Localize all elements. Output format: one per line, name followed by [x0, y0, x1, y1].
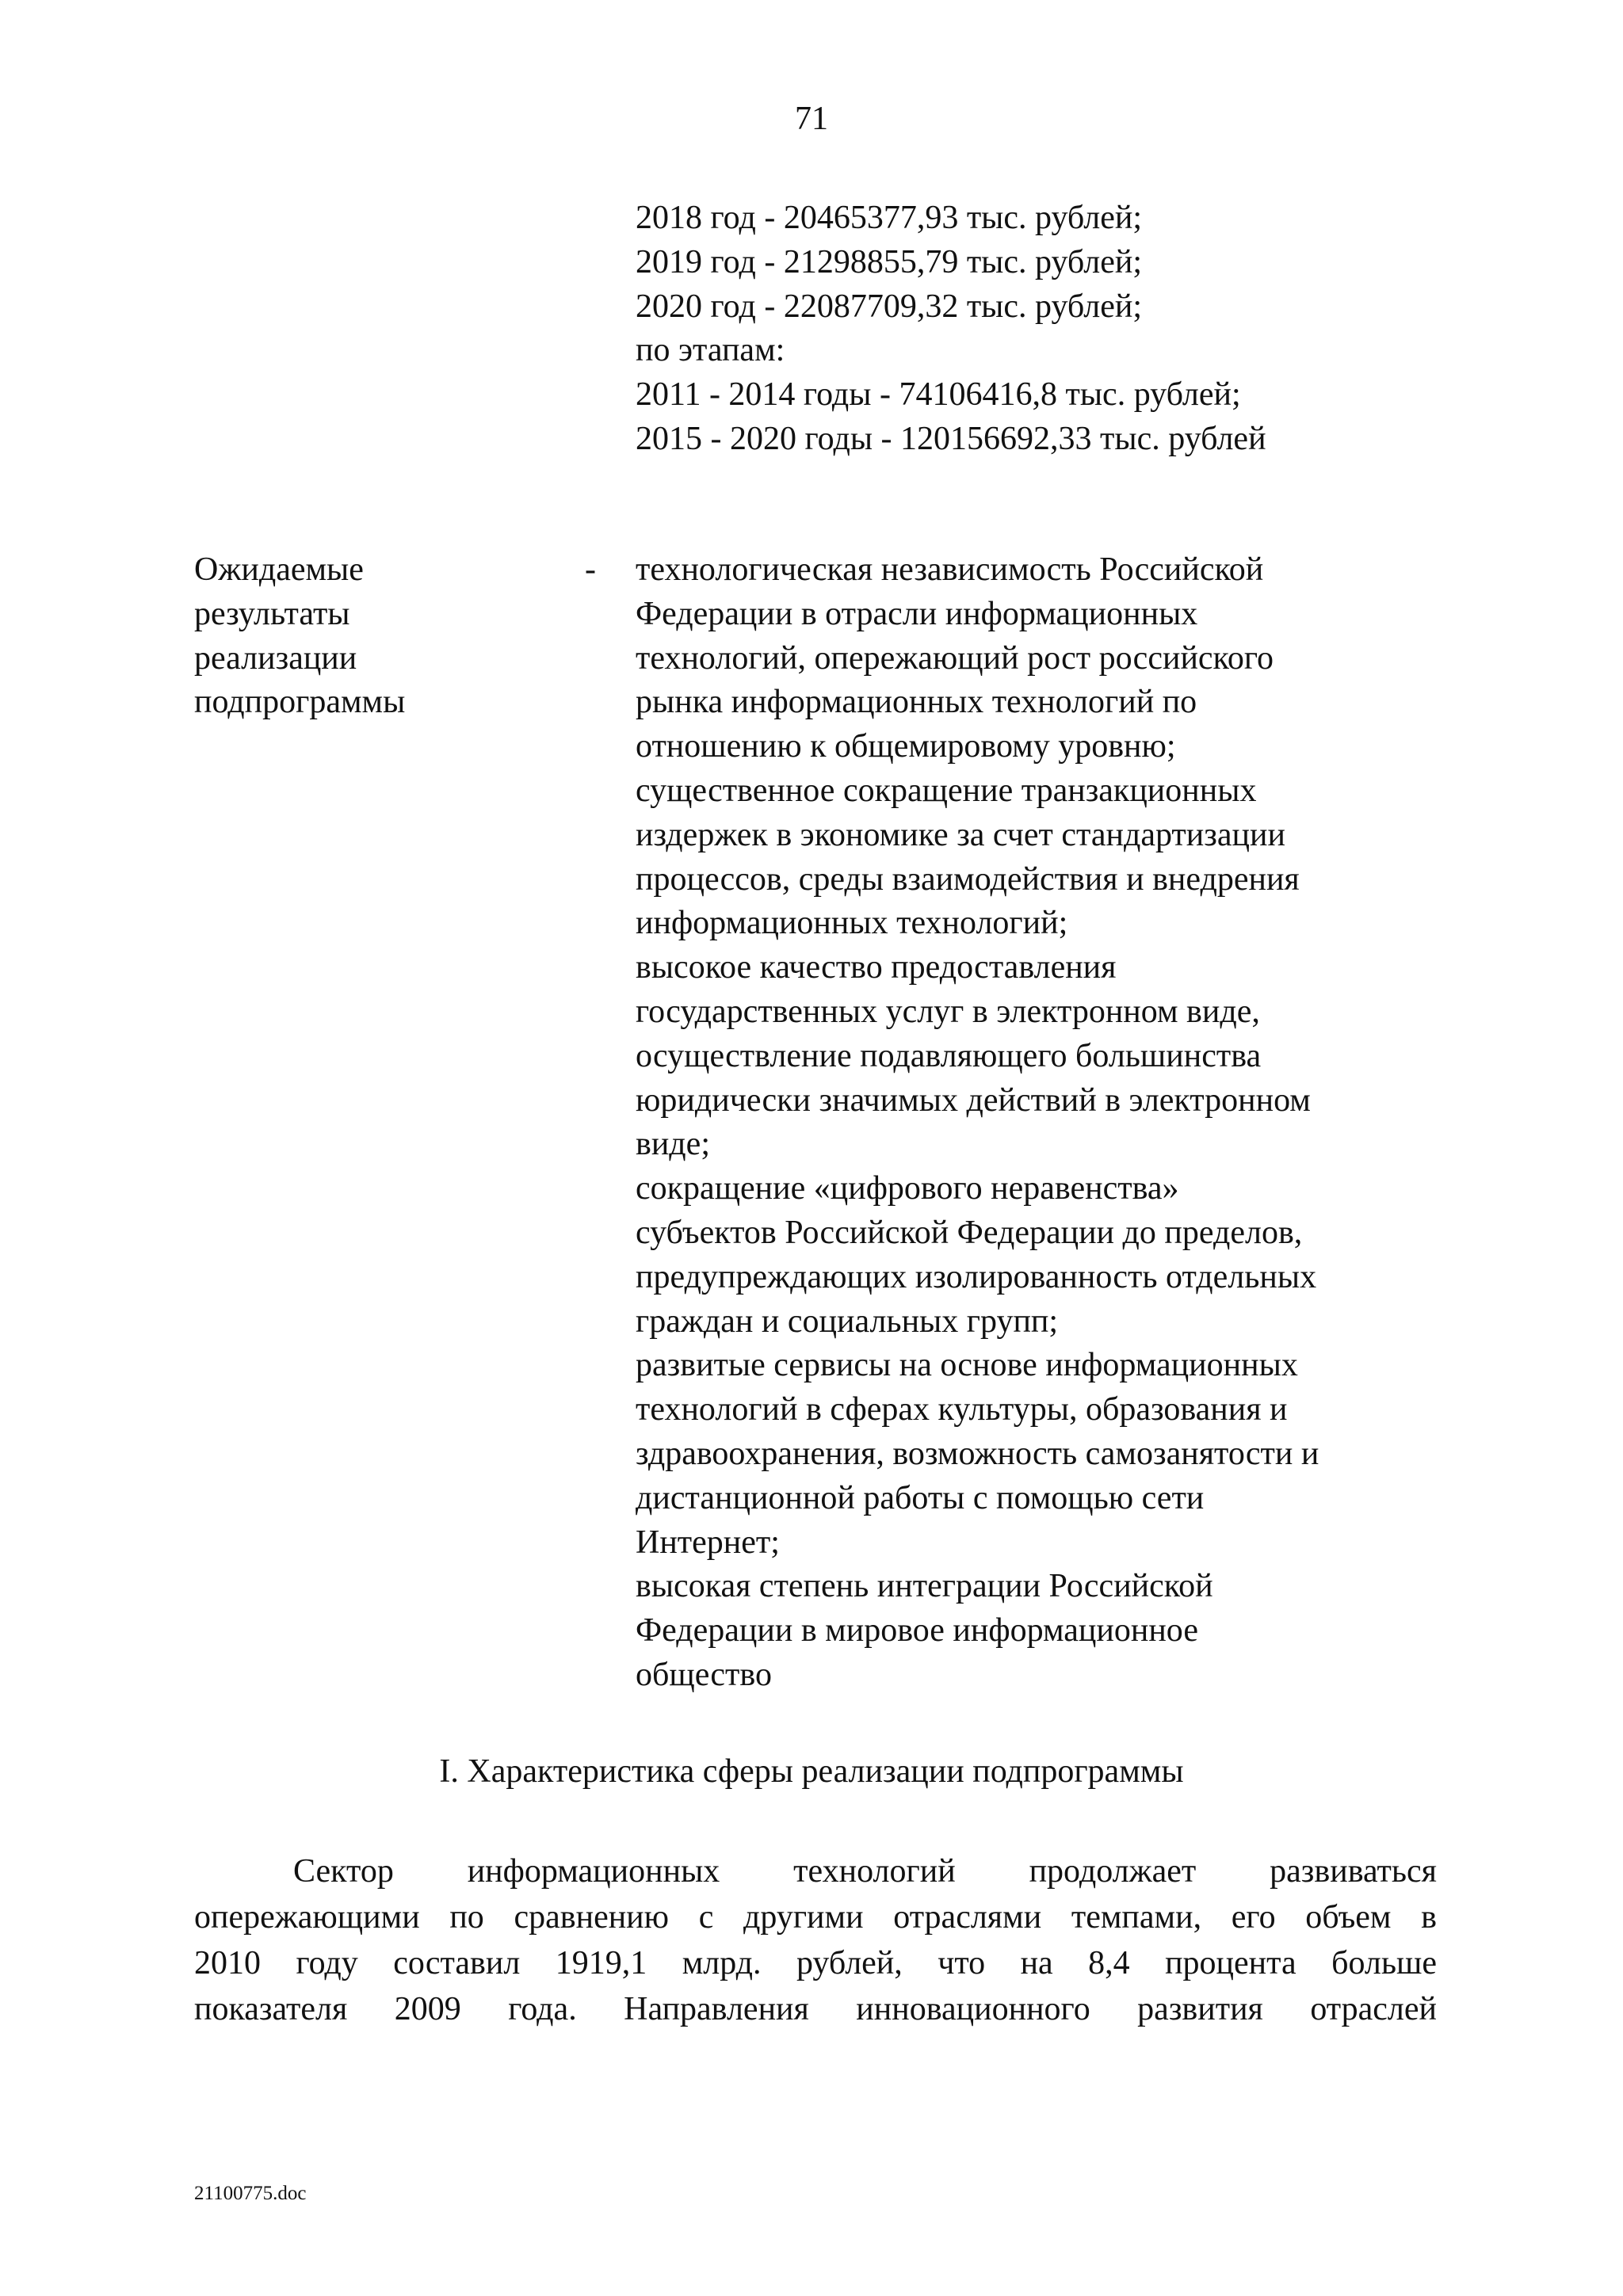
result-line: технологическая независимость Российской: [636, 551, 1264, 588]
section-heading: I. Характеристика сферы реализации подпрограммы: [439, 1753, 1184, 1790]
expected-results-label: [194, 548, 527, 725]
result-line: дистанционной работы с помощью сети: [636, 1479, 1205, 1516]
paragraph-line: 2010 году составил 1919,1 млрд. рублей, что на 8,4 процента больше: [194, 1945, 1437, 1981]
funding-line: 2020 год - 22087709,32 тыс. рублей;: [636, 288, 1143, 325]
label-line: Ожидаемые: [194, 551, 364, 588]
result-line: Федерации в мировое информационное: [636, 1612, 1198, 1650]
result-line: государственных услуг в электронном виде,: [636, 993, 1260, 1030]
paragraph-line: опережающими по сравнению с другими отраслями темпами, его объем в: [194, 1899, 1437, 1936]
footer-filename: 21100775.doc: [194, 2183, 307, 2204]
result-line: высокая степень интеграции Российской: [636, 1568, 1213, 1605]
paragraph-line: показателя 2009 года. Направления инновационного развития отраслей: [194, 1991, 1437, 2027]
funding-line: 2011 - 2014 годы - 74106416,8 тыс. рублей;: [636, 376, 1241, 414]
result-line: осуществление подавляющего большинства: [636, 1037, 1262, 1074]
result-line: субъектов Российской Федерации до пределов,: [636, 1214, 1303, 1251]
result-line: общество: [636, 1656, 772, 1693]
result-line: рынка информационных технологий по: [636, 684, 1197, 721]
funding-line: по этапам:: [636, 332, 785, 369]
funding-line: 2018 год - 20465377,93 тыс. рублей;: [636, 200, 1143, 236]
funding-amounts: [636, 196, 1571, 462]
result-line: граждан и социальных групп;: [636, 1302, 1059, 1340]
result-line: издержек в экономике за счет стандартизации: [636, 816, 1285, 853]
body-paragraph: [194, 1848, 1437, 2032]
page-number: 71: [795, 101, 828, 137]
label-line: подпрограммы: [194, 684, 406, 721]
result-line: виде;: [636, 1126, 710, 1163]
result-line: информационных технологий;: [636, 905, 1068, 942]
result-line: высокое качество предоставления: [636, 949, 1117, 986]
result-line: Федерации в отрасли информационных: [636, 595, 1198, 632]
result-line: сокращение «цифрового неравенства»: [636, 1170, 1179, 1207]
result-line: существенное сокращение транзакционных: [636, 772, 1257, 809]
label-line: реализации: [194, 639, 357, 677]
result-line: развитые сервисы на основе информационных: [636, 1347, 1298, 1384]
result-line: предупреждающих изолированность отдельных: [636, 1258, 1317, 1295]
result-line: процессов, среды взаимодействия и внедрения: [636, 860, 1300, 898]
result-line: юридически значимых действий в электронном: [636, 1081, 1311, 1119]
expected-results-text: [636, 548, 1571, 1698]
result-line: технологий в сферах культуры, образования и: [636, 1391, 1288, 1428]
funding-line: 2019 год - 21298855,79 тыс. рублей;: [636, 243, 1143, 280]
label-dash: -: [585, 551, 596, 588]
result-line: Интернет;: [636, 1524, 780, 1561]
funding-line: 2015 - 2020 годы - 120156692,33 тыс. рублей: [636, 420, 1266, 457]
paragraph-line: Сектор информационных технологий продолжает развиваться: [293, 1853, 1437, 1890]
result-line: технологий, опережающий рост российского: [636, 639, 1274, 677]
result-line: отношению к общемировому уровню;: [636, 728, 1176, 765]
label-line: результаты: [194, 595, 350, 632]
result-line: здравоохранения, возможность самозанятости и: [636, 1435, 1319, 1472]
